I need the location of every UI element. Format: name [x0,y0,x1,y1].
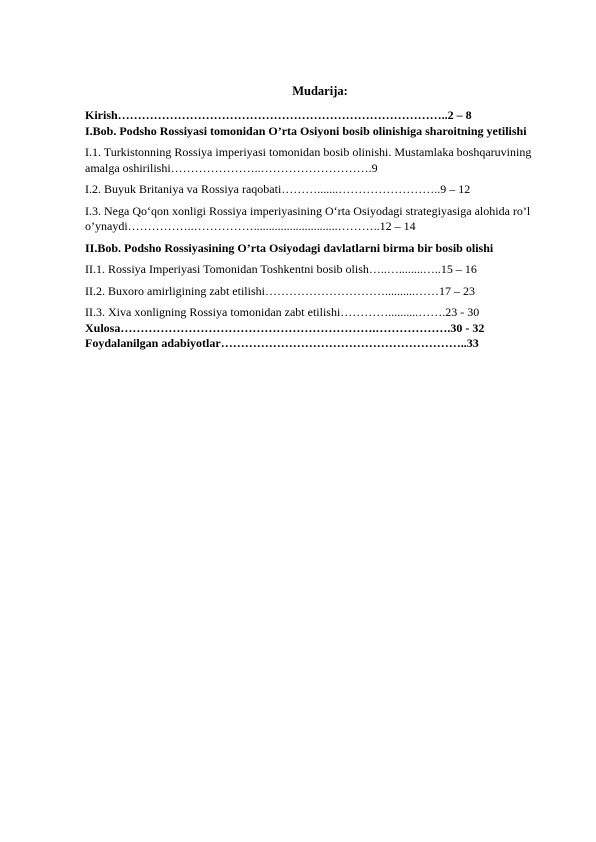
toc-title: Mudarija: [292,84,348,98]
toc-entry-xulosa: Xulosa……………………………………………………….……………….30 - 32 [85,320,485,335]
table-of-contents [85,108,555,352]
toc-entry-kirish: Kirish………………………………………………………………………..2 – 8 [85,108,472,122]
toc-chapter-2: II.Bob. Podsho Rossiyasining O’rta Osiyodagi davlatlarni birma bir bosib olishi [85,240,494,255]
toc-entry-1-2: I.2. Buyuk Britaniya va Rossiya raqobati……….......……………………..9 – 12 [85,182,471,196]
toc-entry-1-1: I.1. Turkistonning Rossiya imperiyasi tomonidan bosib olinishi. Mustamlaka boshqaruvining amalga oshirilishi…………………..……………………….9 [85,145,532,175]
toc-entry-adabiyotlar: Foydalanilgan adabiyotlar……………………………………………………..33 [85,336,479,350]
toc-chapter-1: I.Bob. Podsho Rossiyasi tomonidan O’rta Osiyoni bosib olinishiga sharoitning yetilishi [85,123,527,138]
toc-entry-1-3: I.3. Nega Qo‘qon xonligi Rossiya imperiyasining O‘rta Osiyodagi strategiyasiga alohida ro’l o’ynaydi……………..……………............................………..12 – 14 [85,203,531,233]
toc-entry-2-3: II.3. Xiva xonligning Rossiya tomonidan zabt etilishi…………..........…….23 - 30 [85,305,480,319]
toc-entry-2-1: II.1. Rossiya Imperiyasi Tomonidan Toshkentni bosib olish…..…........…..15 – 16 [85,262,477,276]
toc-entry-2-2: II.2. Buxoro amirligining zabt etilishi…………………………..........……17 – 23 [85,283,475,298]
